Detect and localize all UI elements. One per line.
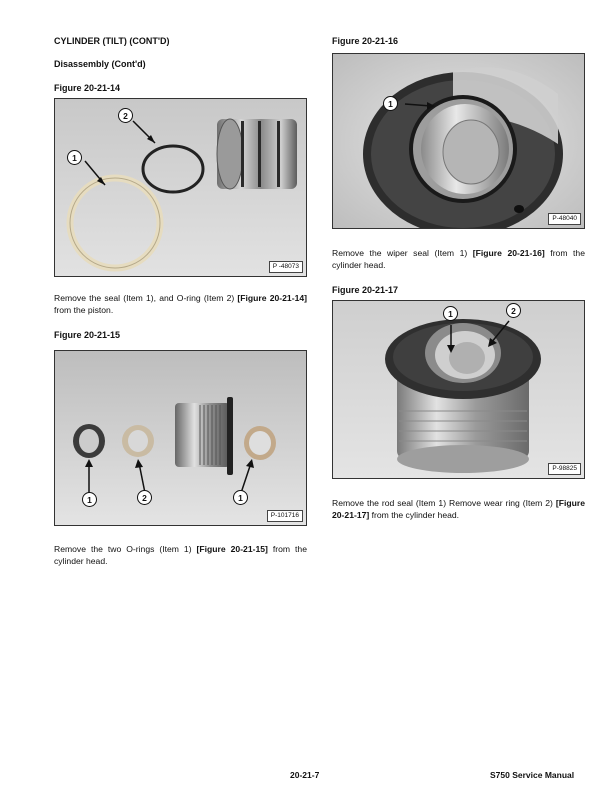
figure-15-label: Figure 20-21-15: [54, 330, 121, 340]
figure-15-callout-2: 2: [137, 490, 152, 505]
paragraph-figure-15: [54, 543, 307, 567]
figure-17-photo-id: P-98825: [548, 463, 581, 475]
paragraph-figure-17: [332, 497, 585, 521]
subsection-title: Disassembly (Cont'd): [54, 59, 146, 69]
figure-16-label: Figure 20-21-16: [332, 36, 399, 46]
figure-17-label: Figure 20-21-17: [332, 285, 399, 295]
paragraph-14-tail: from the piston.: [54, 305, 114, 315]
figure-14-callout-2: 2: [118, 108, 133, 123]
section-title: CYLINDER (TILT) (CONT'D): [54, 36, 170, 46]
paragraph-17-ref: [Figure 20-21-17]: [332, 498, 585, 520]
paragraph-16-text: Remove the wiper seal (Item 1): [332, 248, 473, 258]
paragraph-15-tail: from the cylinder head.: [54, 544, 307, 566]
figure-14-photo-id: P -48073: [269, 261, 303, 273]
figure-14-callout-1: 1: [67, 150, 82, 165]
figure-16-illustration: [333, 54, 585, 229]
figure-14-illustration: [55, 99, 307, 277]
figure-14-photo: [54, 98, 307, 277]
figure-16-photo-id: P-48040: [548, 213, 581, 225]
paragraph-16-tail: from the cylinder head.: [332, 248, 585, 270]
figure-16-photo: [332, 53, 585, 229]
figure-16-callout-1: 1: [383, 96, 398, 111]
figure-15-photo-id: P-101716: [267, 510, 303, 522]
paragraph-16-ref: [Figure 20-21-16]: [472, 248, 545, 258]
figure-14-label: Figure 20-21-14: [54, 83, 121, 93]
manual-title: S750 Service Manual: [490, 770, 575, 780]
paragraph-figure-14: [54, 292, 307, 316]
figure-15-callout-1a: 1: [82, 492, 97, 507]
page-number: 20-21-7: [290, 770, 320, 780]
figure-17-illustration: [333, 301, 585, 479]
paragraph-figure-16: [332, 247, 585, 271]
figure-15-photo: [54, 350, 307, 526]
paragraph-17-text: Remove the rod seal (Item 1) Remove wear ring (Item 2): [332, 498, 556, 508]
paragraph-15-text: Remove the two O-rings (Item 1): [54, 544, 197, 554]
figure-17-callout-1: 1: [443, 306, 458, 321]
paragraph-17-tail: from the cylinder head.: [369, 510, 460, 520]
paragraph-15-ref: [Figure 20-21-15]: [196, 544, 268, 554]
paragraph-14-text: Remove the seal (Item 1), and O-ring (Item 2): [54, 293, 238, 303]
figure-17-callout-2: 2: [506, 303, 521, 318]
figure-15-callout-1b: 1: [233, 490, 248, 505]
paragraph-14-ref: [Figure 20-21-14]: [237, 293, 307, 303]
figure-17-photo: [332, 300, 585, 479]
